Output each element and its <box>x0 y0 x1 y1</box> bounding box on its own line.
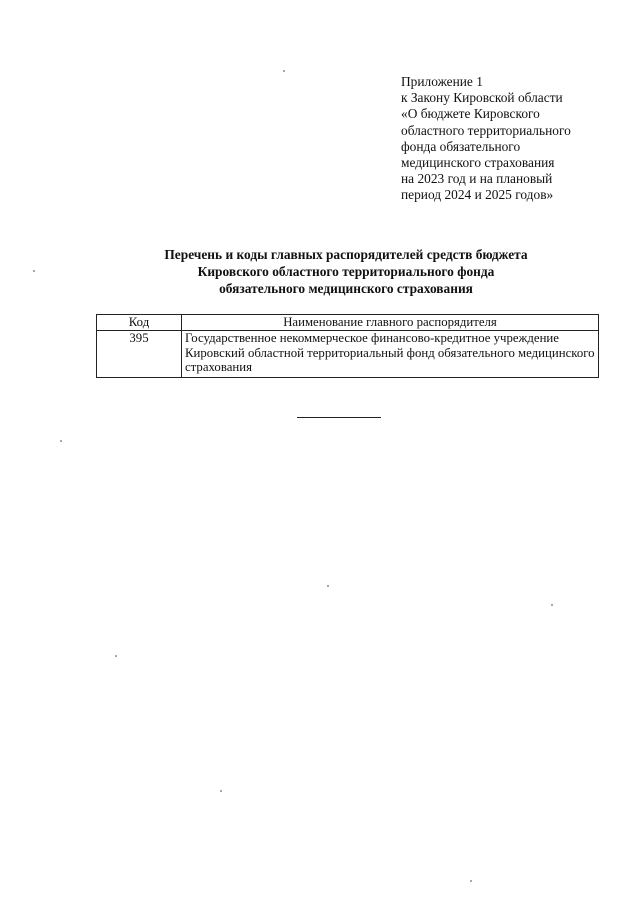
title-line: Кировского областного территориального фонда <box>197 264 495 279</box>
table-row <box>97 331 599 378</box>
scan-speck <box>115 655 117 657</box>
appendix-line: период 2024 и 2025 годов» <box>401 187 554 203</box>
administrators-table <box>96 314 599 378</box>
scan-speck <box>283 70 285 72</box>
closing-divider <box>297 417 381 418</box>
header-name: Наименование главного распорядителя <box>182 315 599 331</box>
scan-speck <box>60 440 62 442</box>
title-line: обязательного медицинского страхования <box>219 281 473 296</box>
appendix-line: медицинского страхования <box>401 155 555 171</box>
cell-code: 395 <box>97 331 182 378</box>
appendix-line: на 2023 год и на плановый <box>401 171 553 187</box>
appendix-line: к Закону Кировской области <box>401 90 563 106</box>
scan-speck <box>220 790 222 792</box>
title-line: Перечень и коды главных распорядителей средств бюджета <box>164 247 528 262</box>
table-header-row <box>97 315 599 331</box>
appendix-line: «О бюджете Кировского <box>401 106 540 122</box>
document-title <box>96 246 596 297</box>
scan-speck <box>33 270 35 272</box>
cell-name: Государственное некоммерческое финансово-кредитное учреждение Кировский областной территориальный фонд обязательного медицинского страхования <box>182 331 599 378</box>
header-code: Код <box>97 315 182 331</box>
appendix-note <box>401 74 626 204</box>
appendix-line: областного территориального <box>401 122 571 138</box>
scan-speck <box>327 585 329 587</box>
appendix-line: Приложение 1 <box>401 74 483 89</box>
scan-speck <box>470 880 472 882</box>
appendix-line: фонда обязательного <box>401 138 521 154</box>
scan-speck <box>551 604 553 606</box>
